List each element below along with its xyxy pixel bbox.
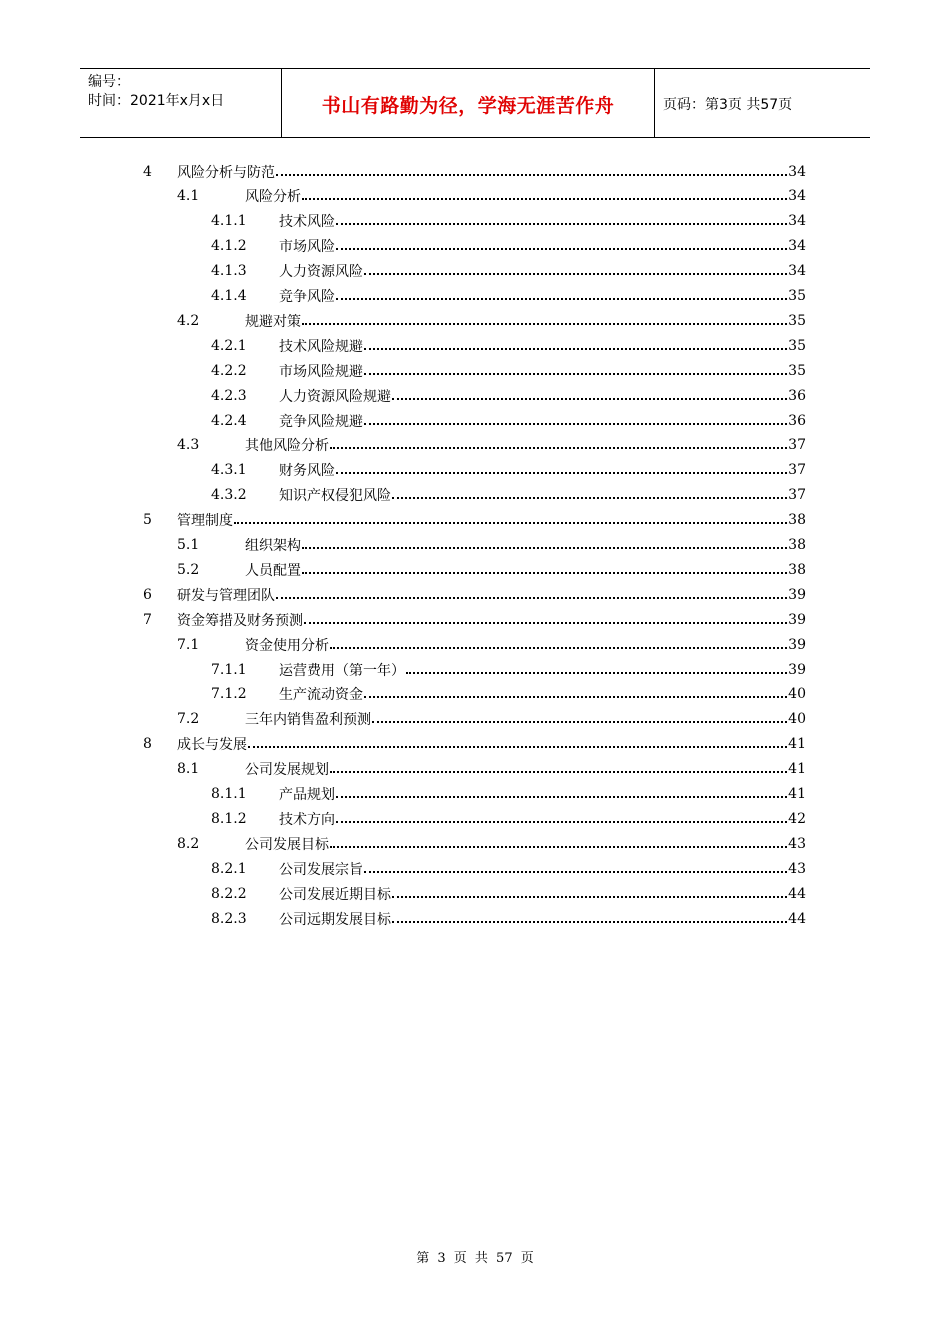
toc-entry-page: 39 bbox=[788, 586, 806, 603]
toc-entry[interactable] bbox=[177, 184, 806, 209]
toc-entry-title: 竞争风险 bbox=[279, 289, 335, 305]
toc-entry-title: 市场风险规避 bbox=[279, 363, 363, 380]
toc-dot-leader bbox=[336, 796, 787, 798]
toc-dot-leader bbox=[304, 622, 787, 624]
toc-entry-number: 7.1.1 bbox=[211, 661, 247, 678]
toc-entry-page: 41 bbox=[788, 786, 806, 802]
toc-entry-page: 34 bbox=[788, 263, 806, 280]
toc-entry[interactable] bbox=[211, 881, 806, 906]
toc-entry[interactable] bbox=[143, 732, 806, 757]
toc-entry[interactable] bbox=[177, 757, 806, 782]
toc-entry-number: 7.1 bbox=[177, 636, 200, 653]
toc-entry-title: 风险分析 bbox=[245, 189, 301, 206]
toc-entry[interactable] bbox=[143, 582, 806, 607]
toc-entry-title: 财务风险 bbox=[279, 463, 335, 480]
toc-entry-number: 4.2.3 bbox=[211, 387, 247, 404]
toc-dot-leader bbox=[302, 547, 787, 549]
toc-entry-page: 34 bbox=[788, 238, 806, 255]
toc-entry-title: 运营费用（第一年） bbox=[279, 662, 405, 679]
toc-entry-number: 4.1.1 bbox=[211, 213, 247, 230]
header-time-label: 时间：2021年x月x日 bbox=[88, 93, 225, 109]
toc-entry-title: 公司发展宗旨 bbox=[279, 861, 363, 878]
toc-entry[interactable] bbox=[211, 782, 806, 807]
toc-entry-page: 36 bbox=[788, 387, 806, 404]
toc-entry-number: 8.2 bbox=[177, 835, 200, 852]
toc-entry-title: 公司发展规划 bbox=[245, 762, 329, 779]
toc-entry-page: 43 bbox=[788, 835, 806, 852]
toc-entry[interactable] bbox=[211, 657, 806, 682]
toc-entry-number: 4.1.4 bbox=[211, 288, 247, 304]
toc-dot-leader bbox=[336, 472, 787, 474]
toc-dot-leader bbox=[392, 896, 787, 898]
toc-entry-number: 4.3 bbox=[177, 437, 200, 454]
toc-entry[interactable] bbox=[211, 209, 806, 234]
toc-entry-title: 三年内销售盈利预测 bbox=[245, 712, 371, 729]
toc-entry-number: 7.2 bbox=[177, 711, 200, 728]
toc-dot-leader bbox=[364, 696, 787, 698]
toc-entry-page: 39 bbox=[788, 611, 806, 628]
toc-dot-leader bbox=[248, 746, 787, 748]
toc-entry-title: 技术方向 bbox=[279, 811, 335, 828]
toc-entry-number: 8.1.2 bbox=[211, 810, 247, 827]
toc-entry-title: 资金筹措及财务预测 bbox=[177, 612, 303, 629]
toc-entry[interactable] bbox=[177, 308, 806, 333]
toc-entry[interactable] bbox=[211, 234, 806, 259]
toc-dot-leader bbox=[336, 223, 787, 225]
toc-dot-leader bbox=[372, 721, 787, 723]
toc-entry-page: 35 bbox=[788, 312, 806, 329]
toc-dot-leader bbox=[364, 273, 787, 275]
toc-entry-number: 8 bbox=[143, 736, 152, 753]
toc-dot-leader bbox=[234, 522, 787, 524]
toc-entry-page: 34 bbox=[788, 188, 806, 205]
toc-entry-number: 5.2 bbox=[177, 561, 200, 578]
toc-entry[interactable] bbox=[211, 284, 806, 309]
toc-entry[interactable] bbox=[177, 433, 806, 458]
toc-entry-title: 公司发展目标 bbox=[245, 836, 329, 853]
toc-dot-leader bbox=[302, 323, 787, 325]
toc-entry-number: 4.3.1 bbox=[211, 462, 247, 479]
toc-entry-number: 8.1 bbox=[177, 761, 200, 778]
toc-entry-title: 公司远期发展目标 bbox=[279, 911, 391, 928]
toc-entry-title: 人力资源风险规避 bbox=[279, 388, 391, 405]
toc-entry[interactable] bbox=[143, 159, 806, 184]
page-footer: 第 3 页 共 57 页 bbox=[416, 1251, 534, 1266]
toc-entry[interactable] bbox=[211, 806, 806, 831]
toc-dot-leader bbox=[330, 447, 787, 449]
toc-entry[interactable] bbox=[211, 906, 806, 931]
toc-entry-title: 技术风险规避 bbox=[279, 338, 363, 355]
toc-entry-title: 组织架构 bbox=[245, 538, 301, 554]
toc-entry-title: 资金使用分析 bbox=[245, 637, 329, 654]
toc-dot-leader bbox=[276, 597, 787, 599]
toc-entry[interactable] bbox=[177, 632, 806, 657]
toc-entry-title: 公司发展近期目标 bbox=[279, 886, 391, 903]
toc-entry-page: 38 bbox=[788, 512, 806, 529]
toc-entry-page: 37 bbox=[788, 462, 806, 479]
toc-entry-number: 6 bbox=[143, 586, 152, 603]
toc-dot-leader bbox=[336, 821, 787, 823]
toc-entry[interactable] bbox=[211, 333, 806, 358]
toc-dot-leader bbox=[392, 497, 787, 499]
toc-entry-title: 成长与发展 bbox=[177, 737, 247, 754]
toc-entry-page: 37 bbox=[788, 487, 806, 504]
toc-dot-leader bbox=[364, 871, 787, 873]
toc-entry[interactable] bbox=[211, 358, 806, 383]
toc-entry-page: 38 bbox=[788, 537, 806, 553]
toc-dot-leader bbox=[330, 647, 787, 649]
toc-entry[interactable] bbox=[177, 831, 806, 856]
toc-entry-title: 风险分析与防范 bbox=[177, 164, 275, 181]
toc-entry-number: 4 bbox=[143, 163, 152, 180]
toc-entry-number: 5.1 bbox=[177, 537, 200, 553]
toc-dot-leader bbox=[336, 298, 787, 300]
toc-entry-number: 8.1.1 bbox=[211, 786, 247, 802]
toc-entry[interactable] bbox=[211, 259, 806, 284]
toc-entry-page: 38 bbox=[788, 561, 806, 578]
toc-entry-page: 40 bbox=[788, 711, 806, 728]
page-header bbox=[80, 68, 870, 138]
toc-entry-title: 其他风险分析 bbox=[245, 438, 329, 455]
toc-entry-page: 35 bbox=[788, 362, 806, 379]
toc-entry-page: 37 bbox=[788, 437, 806, 454]
toc-entry-page: 43 bbox=[788, 860, 806, 877]
header-number-label: 编号： bbox=[88, 74, 130, 90]
toc-dot-leader bbox=[392, 398, 787, 400]
toc-entry[interactable] bbox=[177, 557, 806, 582]
toc-entry-title: 产品规划 bbox=[279, 787, 335, 803]
toc-entry-page: 35 bbox=[788, 288, 806, 304]
toc-entry-page: 41 bbox=[788, 761, 806, 778]
toc-entry[interactable] bbox=[143, 508, 806, 533]
toc-dot-leader bbox=[392, 921, 787, 923]
toc-dot-leader bbox=[364, 423, 787, 425]
toc-entry-page: 44 bbox=[788, 910, 806, 927]
toc-entry-number: 7 bbox=[143, 611, 152, 628]
toc-entry-title: 竞争风险规避 bbox=[279, 413, 363, 430]
header-divider bbox=[654, 69, 655, 137]
toc-entry-number: 5 bbox=[143, 512, 152, 529]
header-page-info: 页码：第3页 共57页 bbox=[663, 97, 793, 113]
toc-entry[interactable] bbox=[211, 682, 806, 707]
toc-dot-leader bbox=[406, 672, 787, 674]
toc-entry-number: 4.3.2 bbox=[211, 487, 247, 504]
toc-dot-leader bbox=[336, 248, 787, 250]
toc-entry-page: 40 bbox=[788, 686, 806, 703]
header-motto: 书山有路勤为径，学海无涯苦作舟 bbox=[321, 95, 615, 117]
toc-dot-leader bbox=[276, 174, 787, 176]
toc-dot-leader bbox=[364, 348, 787, 350]
toc-entry-number: 4.1.3 bbox=[211, 263, 247, 280]
toc-entry-title: 技术风险 bbox=[279, 214, 335, 231]
toc-entry-page: 34 bbox=[788, 163, 806, 180]
toc-entry-number: 4.1.2 bbox=[211, 238, 247, 255]
toc-dot-leader bbox=[330, 846, 787, 848]
toc-entry-title: 规避对策 bbox=[245, 313, 301, 330]
toc-entry-page: 36 bbox=[788, 412, 806, 429]
toc-entry-page: 39 bbox=[788, 661, 806, 678]
toc-entry[interactable] bbox=[211, 383, 806, 408]
toc-entry-page: 44 bbox=[788, 885, 806, 902]
toc-entry-number: 8.2.1 bbox=[211, 860, 247, 877]
toc-entry-title: 人员配置 bbox=[245, 562, 301, 579]
toc-entry-page: 34 bbox=[788, 213, 806, 230]
toc-entry[interactable] bbox=[177, 707, 806, 732]
toc-entry[interactable] bbox=[211, 856, 806, 881]
toc-dot-leader bbox=[302, 198, 787, 200]
toc-entry-page: 35 bbox=[788, 337, 806, 354]
toc-entry[interactable] bbox=[143, 607, 806, 632]
toc-entry-number: 8.2.2 bbox=[211, 885, 247, 902]
toc-entry-title: 管理制度 bbox=[177, 513, 233, 530]
header-meta bbox=[88, 73, 224, 111]
toc-entry-number: 4.2.2 bbox=[211, 362, 247, 379]
toc-entry-number: 8.2.3 bbox=[211, 910, 247, 927]
toc-entry-page: 39 bbox=[788, 636, 806, 653]
toc-entry-number: 4.2 bbox=[177, 312, 200, 329]
toc-entry-number: 4.2.4 bbox=[211, 412, 247, 429]
toc-entry-number: 7.1.2 bbox=[211, 686, 247, 703]
toc-entry-page: 41 bbox=[788, 736, 806, 753]
toc-dot-leader bbox=[302, 572, 787, 574]
toc-entry-title: 人力资源风险 bbox=[279, 264, 363, 281]
toc-entry[interactable] bbox=[211, 458, 806, 483]
toc-entry[interactable] bbox=[211, 408, 806, 433]
toc-entry-title: 知识产权侵犯风险 bbox=[279, 488, 391, 505]
toc-dot-leader bbox=[364, 373, 787, 375]
toc-entry-title: 市场风险 bbox=[279, 239, 335, 256]
toc-dot-leader bbox=[330, 771, 787, 773]
toc-entry-number: 4.1 bbox=[177, 188, 200, 205]
toc-entry-page: 42 bbox=[788, 810, 806, 827]
toc-entry-title: 生产流动资金 bbox=[279, 687, 363, 704]
toc-entry-number: 4.2.1 bbox=[211, 337, 247, 354]
toc-entry[interactable] bbox=[211, 483, 806, 508]
toc-entry-title: 研发与管理团队 bbox=[177, 587, 275, 604]
toc-entry[interactable] bbox=[177, 533, 806, 558]
